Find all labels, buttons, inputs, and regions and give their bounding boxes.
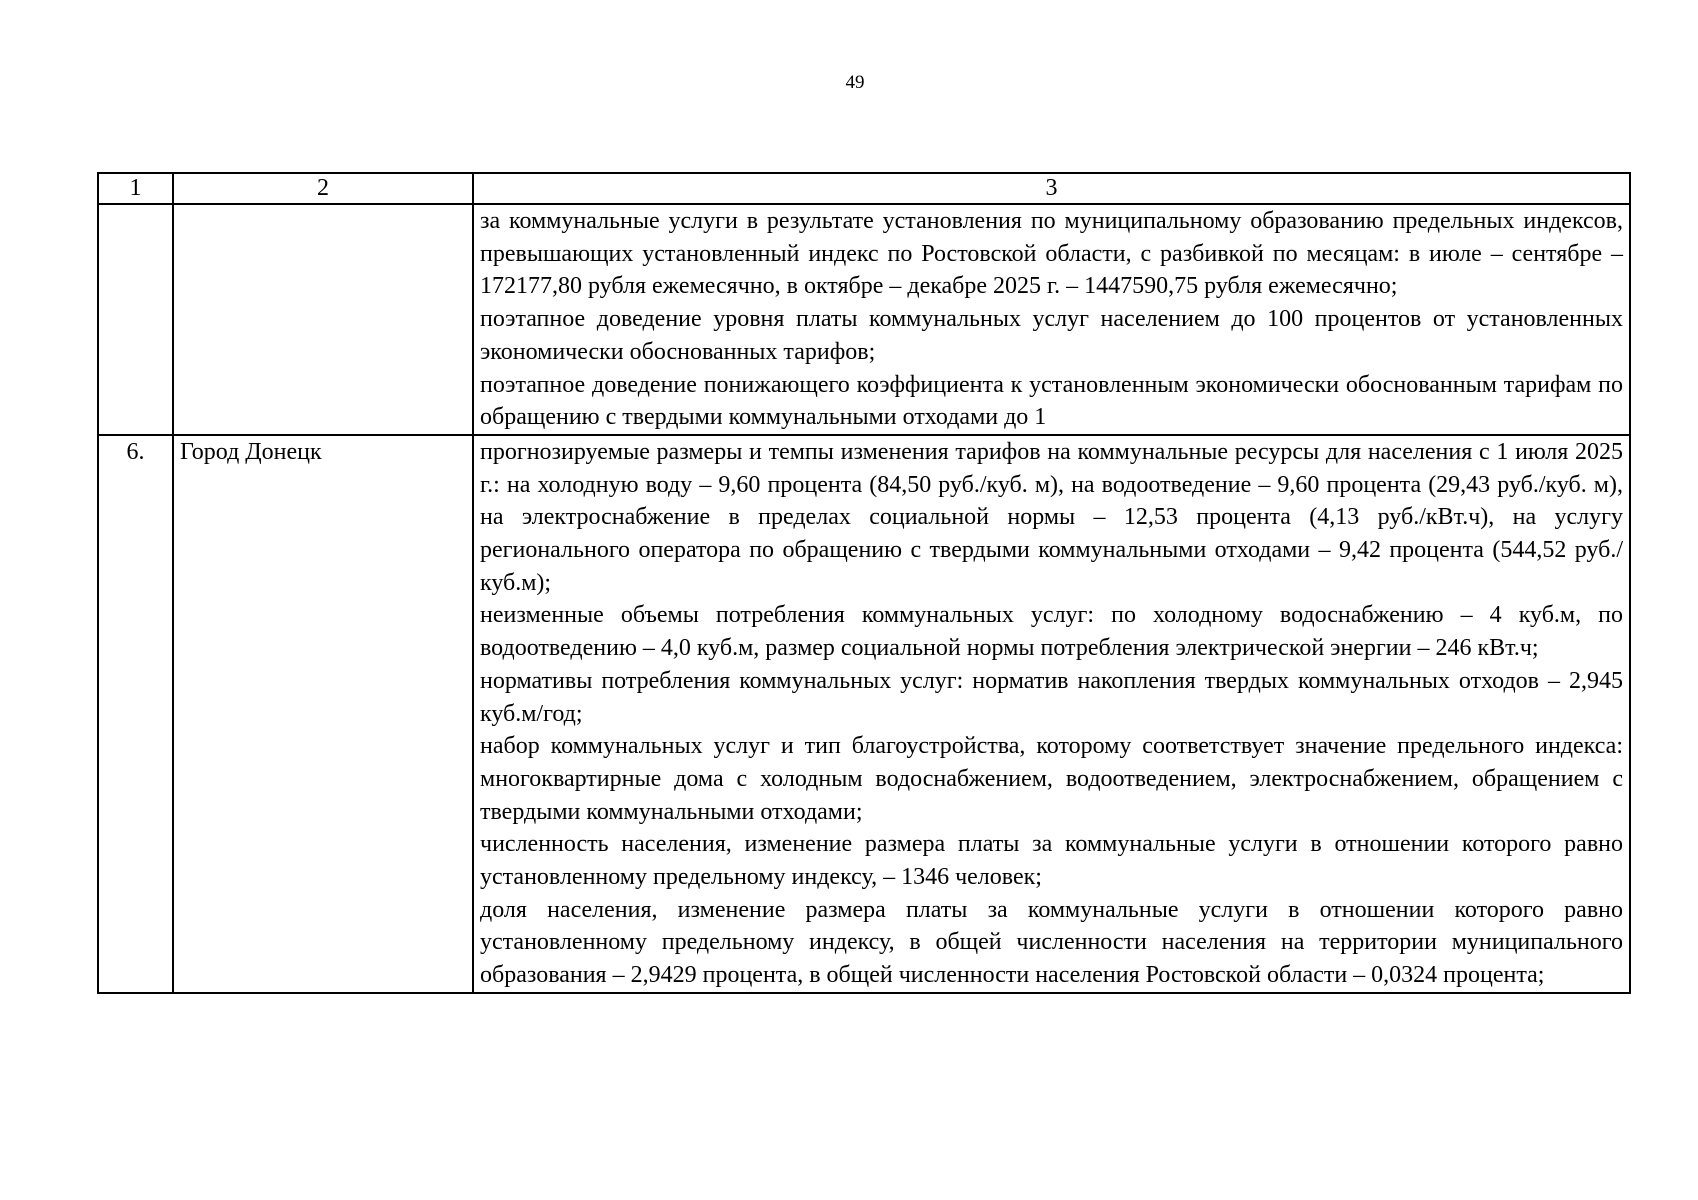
row-number-cell — [98, 204, 173, 435]
description-cell — [473, 435, 1630, 993]
header-cell-1: 1 — [98, 173, 173, 204]
row-number-cell: 6. — [98, 435, 173, 993]
description-paragraph: набор коммунальных услуг и тип благоустройства, которому соответствует значение предельного индекса: многоквартирные дома с холодным водоснабжением, водоотведением, электроснабжением, обращением с твердыми коммунальными отходами; — [480, 733, 1623, 825]
description-paragraph: прогнозируемые размеры и темпы изменения тарифов на коммунальные ресурсы для населения с 1 июля 2025 г.: на холодную воду – 9,60 процента (84,50 руб./куб. м), на водоотведение – 9,60 процента (29,43 руб./куб. м), на электроснабжение в пределах социальной нормы – 12,53 процента (4,13 руб./кВт.ч), на услугу регионального оператора по обращению с твердыми коммунальными отходами – 9,42 процента (544,52 руб./куб.м); — [480, 438, 1623, 596]
description-cell — [473, 204, 1630, 435]
table-row — [98, 435, 1630, 993]
header-cell-2: 2 — [173, 173, 473, 204]
header-cell-3: 3 — [473, 173, 1630, 204]
description-paragraph: поэтапное доведение понижающего коэффициента к установленным экономически обоснованным тарифам по обращению с твердыми коммунальными отходами до 1 — [480, 371, 1623, 431]
description-paragraph: нормативы потребления коммунальных услуг: норматив накопления твердых коммунальных отходов – 2,945 куб.м/год; — [480, 667, 1623, 727]
tariff-table — [97, 172, 1631, 994]
description-paragraph: доля населения, изменение размера платы за коммунальные услуги в отношении которого равно установленному предельному индексу, в общей численности населения на территории муниципального образования – 2,9429 процента, в общей численности населения Ростовской области – 0,0324 процента; — [480, 896, 1623, 989]
table-header-row — [98, 173, 1630, 204]
table-row — [98, 204, 1630, 435]
municipality-name-cell: Город Донецк — [173, 435, 473, 993]
description-paragraph: численность населения, изменение размера платы за коммунальные услуги в отношении которого равно установленному предельному индексу, – 1346 человек; — [480, 831, 1623, 891]
description-paragraph: за коммунальные услуги в результате установления по муниципальному образованию предельных индексов, превышающих установленный индекс по Ростовской области, с разбивкой по месяцам: в июле – сентябре – 172177,80 рубля ежемесячно, в октябре – декабре 2025 г. – 1447590,75 рубля ежемесячно; — [480, 208, 1623, 300]
page-number: 49 — [845, 72, 865, 93]
description-paragraph: неизменные объемы потребления коммунальных услуг: по холодному водоснабжению – 4 куб.м, по водоотведению – 4,0 куб.м, размер социальной нормы потребления электрической энергии – 246 кВт.ч; — [480, 602, 1623, 662]
municipality-name-cell — [173, 204, 473, 435]
description-paragraph: поэтапное доведение уровня платы коммунальных услуг населением до 100 процентов от установленных экономически обоснованных тарифов; — [480, 306, 1623, 365]
